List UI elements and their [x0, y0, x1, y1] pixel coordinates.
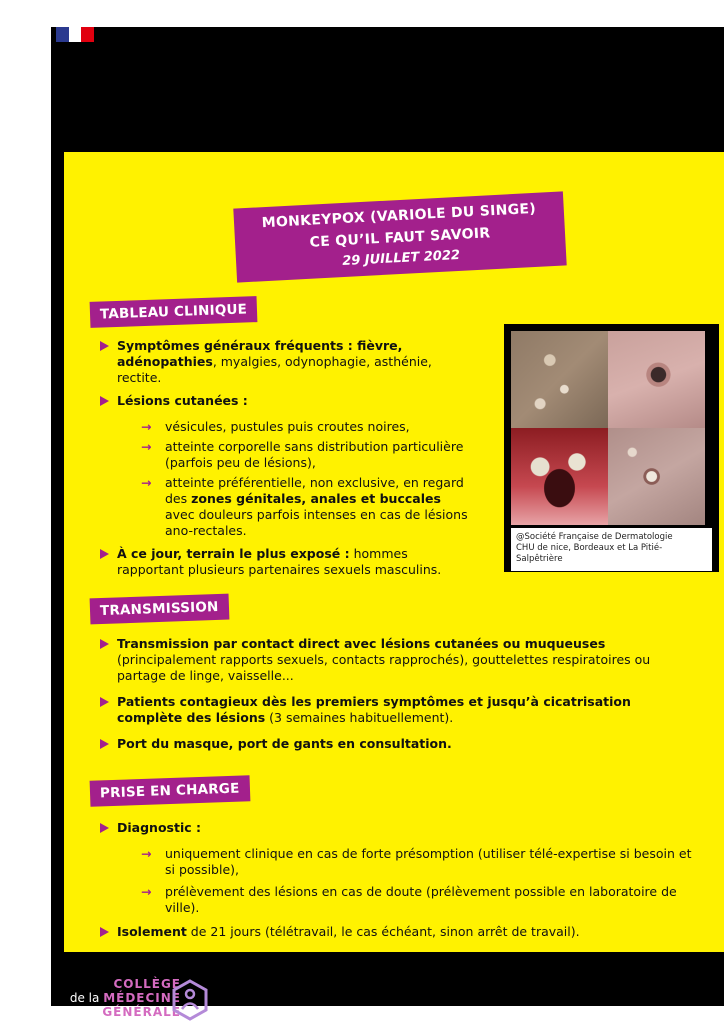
- sub-item-text: atteinte préférentielle, non exclusive, en regard des: [165, 475, 464, 506]
- document-page: [51, 27, 724, 1019]
- item-bold-text: Port du masque, port de gants en consultation.: [117, 736, 452, 751]
- prise-list: [94, 820, 694, 947]
- logo-line-1: COLLÈGE: [113, 977, 181, 991]
- sub-item: [137, 419, 469, 435]
- list-item: [94, 393, 469, 539]
- item-bold-text: Isolement: [117, 924, 187, 939]
- college-logo: [51, 947, 271, 1024]
- title-date: 29 JUILLET 2022: [341, 247, 461, 270]
- section-heading-prise-en-charge: PRISE EN CHARGE: [90, 775, 250, 807]
- list-item: [94, 636, 694, 684]
- bullet-triangle-icon: [100, 697, 109, 707]
- list-item: [94, 924, 694, 940]
- sub-item-text: avec douleurs parfois intenses en cas de lésions ano-rectales.: [165, 507, 468, 538]
- photo-caption: [511, 528, 712, 571]
- title-line-1: MONKEYPOX (VARIOLE DU SINGE): [261, 200, 537, 232]
- french-flag-icon: [56, 27, 94, 42]
- clinique-list: [94, 338, 469, 585]
- arrow-right-icon: →: [141, 884, 152, 899]
- hexagon-person-icon: [171, 979, 209, 1021]
- section-heading-transmission: TRANSMISSION: [90, 594, 229, 625]
- lesion-photo: [511, 331, 608, 428]
- title-banner: [233, 191, 566, 282]
- item-text: hommes rapportant plusieurs partenaires sexuels masculins.: [117, 546, 442, 577]
- item-text: , myalgies, odynophagie, asthénie, rectite.: [117, 354, 432, 385]
- arrow-right-icon: →: [141, 846, 152, 861]
- logo-line-2-prefix: de la: [69, 991, 104, 1005]
- logo-line-2-bold: MÉDECINE: [103, 991, 181, 1005]
- item-bold-text: Transmission par contact direct avec lésions cutanées ou muqueuses: [117, 636, 606, 651]
- item-bold-text: Symptômes généraux fréquents : fièvre, adénopathies: [117, 338, 403, 369]
- item-bold-text: À ce jour, terrain le plus exposé :: [117, 546, 350, 561]
- arrow-right-icon: →: [141, 419, 152, 434]
- list-item: [94, 694, 694, 726]
- bullet-triangle-icon: [100, 396, 109, 406]
- bullet-triangle-icon: [100, 823, 109, 833]
- item-text: (principalement rapports sexuels, contacts rapprochés), gouttelettes respiratoires ou partage de linge, vaisselle...: [117, 652, 651, 683]
- sub-item: [137, 884, 694, 916]
- item-bold-text: Diagnostic :: [117, 820, 201, 835]
- list-item: [94, 338, 469, 386]
- logo-line-3: GÉNÉRALE: [102, 1005, 181, 1019]
- sub-item: [137, 475, 469, 539]
- item-bold-text: Lésions cutanées :: [117, 393, 248, 408]
- list-item: [94, 820, 694, 916]
- item-text: de 21 jours (télétravail, le cas échéant, sinon arrêt de travail).: [186, 924, 580, 939]
- sub-item: [137, 846, 694, 878]
- list-item: [94, 736, 694, 752]
- bullet-triangle-icon: [100, 639, 109, 649]
- sub-item-bold-text: zones génitales, anales et buccales: [191, 491, 441, 506]
- sub-item-text: atteinte corporelle sans distribution particulière (parfois peu de lésions),: [165, 439, 464, 470]
- transmission-list: [94, 636, 694, 759]
- arrow-right-icon: →: [141, 475, 152, 490]
- bullet-triangle-icon: [100, 739, 109, 749]
- sub-item: [137, 439, 469, 471]
- item-text: (3 semaines habituellement).: [265, 710, 454, 725]
- item-bold-text: Patients contagieux dès les premiers symptômes et jusqu’à cicatrisation complète des lésions: [117, 694, 631, 725]
- bullet-triangle-icon: [100, 549, 109, 559]
- lesion-photos: [504, 324, 719, 572]
- logo-line-2: [61, 991, 181, 1005]
- sub-item-text: uniquement clinique en cas de forte présomption (utiliser télé-expertise si besoin et si possible),: [165, 846, 692, 877]
- section-heading-clinique: TABLEAU CLINIQUE: [90, 296, 258, 328]
- bullet-triangle-icon: [100, 927, 109, 937]
- lesion-photo: [511, 428, 608, 525]
- list-item: [94, 546, 469, 578]
- title-line-2: CE QU’IL FAUT SAVOIR: [309, 225, 491, 251]
- sub-item-text: vésicules, pustules puis croutes noires,: [165, 419, 410, 434]
- caption-line-2: CHU de nice, Bordeaux et La Pitié-Salpêtrière: [516, 543, 663, 564]
- lesion-photo: [608, 331, 705, 428]
- arrow-right-icon: →: [141, 439, 152, 454]
- lesion-photo: [608, 428, 705, 525]
- bullet-triangle-icon: [100, 341, 109, 351]
- sub-item-text: prélèvement des lésions en cas de doute (prélèvement possible en laboratoire de ville).: [165, 884, 677, 915]
- content-panel: [64, 152, 724, 952]
- logo-text: [61, 977, 181, 1019]
- caption-line-1: @Société Française de Dermatologie: [516, 532, 673, 542]
- photo-grid: [511, 331, 712, 525]
